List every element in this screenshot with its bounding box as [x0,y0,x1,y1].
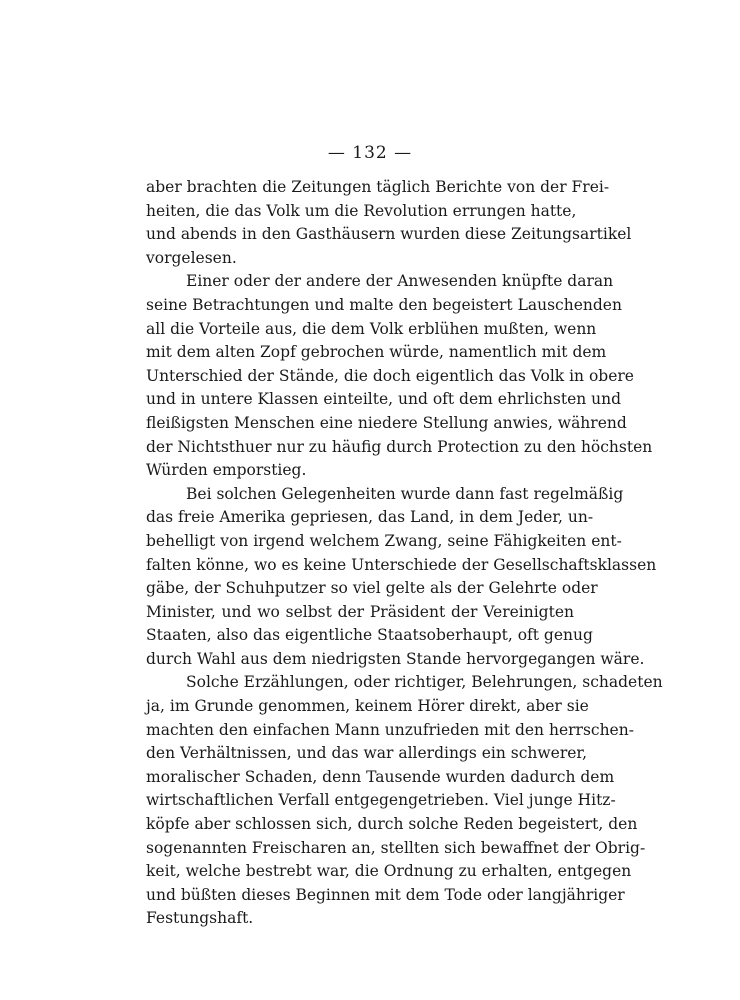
text-line: und abends in den Gasthäusern wurden diese Zeitungsartikel [146,225,632,244]
text-line: gäbe, der Schuhputzer so viel gelte als der Gelehrte oder [146,579,598,598]
paragraph [146,270,653,482]
text-line: Unterschied der Stände, die doch eigentlich das Volk in obere [146,366,634,385]
text-line: sogenannten Freischaren an, stellten sich bewaffnet der Obrig- [146,838,646,857]
text-line: fleißigsten Menschen eine niedere Stellung anwies, während [146,413,627,432]
text-line: Minister, und wo selbst der Präsident der Vereinigten [146,602,574,621]
text-line: Staaten, also das eigentliche Staatsoberhaupt, oft genug [146,626,593,645]
text-line: aber brachten die Zeitungen täglich Berichte von der Frei- [146,178,610,196]
paragraph [146,671,663,931]
text-line: ja, im Grunde genommen, keinem Hörer direkt, aber sie [146,697,589,716]
text-line: moralischer Schaden, denn Tausende wurden dadurch dem [146,767,615,786]
text-line: den Verhältnissen, und das war allerdings ein schwerer, [146,744,588,763]
page-number: — 132 — [327,143,413,163]
text-line: Einer oder der andere der Anwesenden knüpfte daran [186,272,614,291]
text-line: der Nichtsthuer nur zu häufig durch Protection zu den höchsten [146,437,653,456]
paragraph [146,176,632,270]
text-line: und in untere Klassen einteilte, und oft dem ehrlichsten und [146,390,622,409]
text-line: und büßten dieses Beginnen mit dem Tode oder langjähriger [146,885,625,904]
text-line: köpfe aber schlossen sich, durch solche Reden begeistert, den [146,815,638,834]
text-line: Bei solchen Gelegenheiten wurde dann fast regelmäßig [186,484,624,503]
text-line: vorgelesen. [146,248,237,267]
text-line: mit dem alten Zopf gebrochen würde, namentlich mit dem [146,343,607,362]
text-line: behelligt von irgend welchem Zwang, seine Fähigkeiten ent- [146,531,622,550]
paragraph [146,483,657,672]
text-line: keit, welche bestrebt war, die Ordnung zu erhalten, entgegen [146,862,632,881]
text-line: Solche Erzählungen, oder richtiger, Belehrungen, schadeten [186,673,663,692]
text-line: falten könne, wo es keine Unterschiede der Gesellschaftsklassen [146,555,657,574]
text-line: machten den einfachen Mann unzufrieden mit den herrschen- [146,720,634,739]
text-line: Festungshaft. [146,909,254,928]
text-line: seine Betrachtungen und malte den begeistert Lauschenden [146,295,622,314]
text-line: heiten, die das Volk um die Revolution errungen hatte, [146,201,577,220]
text-line: wirtschaftlichen Verfall entgegengetrieben. Viel junge Hitz- [146,791,616,810]
body-text [146,176,663,931]
text-line: durch Wahl aus dem niedrigsten Stande hervorgegangen wäre. [146,649,645,668]
text-line: Würden emporstieg. [146,461,307,480]
text-line: all die Vorteile aus, die dem Volk erblühen mußten, wenn [146,319,597,338]
text-line: das freie Amerika gepriesen, das Land, in dem Jeder, un- [146,508,594,527]
